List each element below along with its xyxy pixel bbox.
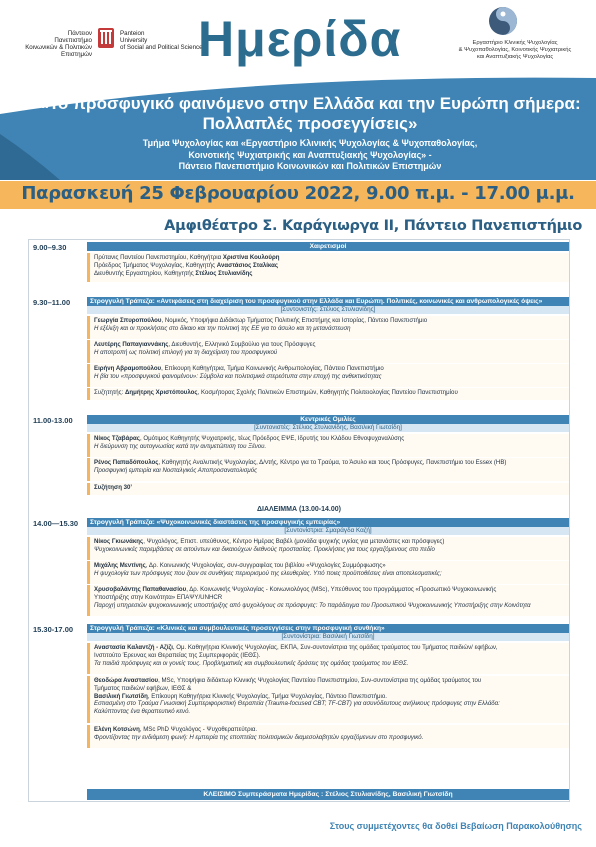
session-4-coordinator: [Συντονίστρια: Σμαράγδα Καζή] xyxy=(87,527,569,535)
speaker-name: Νίκος Τζαβάρας xyxy=(94,435,140,442)
discussant-label: Συζητητής: xyxy=(94,389,125,396)
event-venue: Αμφιθέατρο Σ. Καράγιωργα ΙΙ, Πάντειο Πανεπιστήμιο xyxy=(164,218,582,234)
organizers-line2: Κοινοτικής Ψυχιατρικής και Αναπτυξιακής Ψυχολογίας» - xyxy=(188,149,432,160)
session-2-coordinator: [Συντονιστής: Στέλιος Στυλιανίδης] xyxy=(87,306,569,314)
logo-greek-line3: Κοινωνικών & Πολιτικών Επιστημών xyxy=(25,44,92,58)
speaker-name: Βασιλική Γιωτσίδη xyxy=(94,692,148,700)
session-5-coordinator: [Συντονίστρια: Βασιλική Γιωτσίδη] xyxy=(87,633,569,641)
event-date: Παρασκευή 25 Φεβρουαρίου 2022, 9.00 π.μ. - 17.00 μ.μ. xyxy=(21,183,575,204)
lab-emblem-icon xyxy=(488,6,518,36)
logo-greek-line2: Πανεπιστήμιο xyxy=(54,37,92,44)
session-4-header: Στρογγυλή Τράπεζα: «Ψυχοκοινωνικές διαστάσεις της προσφυγικής εμπειρίας» xyxy=(87,518,569,527)
lab-name xyxy=(440,40,590,61)
speaker-role: , Νομικός, Υποψήφια Διδάκτωρ Τμήματος Πολιτικής Επιστήμης και Ιστορίας, Πάντειο Πανεπιστήμιο xyxy=(161,317,428,324)
event-title xyxy=(30,94,590,134)
panteion-logo xyxy=(10,24,206,64)
closing-session xyxy=(87,789,569,800)
speaker-name: Λευτέρης Παπαγιαννάκης xyxy=(94,341,169,348)
session-3-discussion xyxy=(87,483,569,495)
speaker-role: , Δρ. Κοινωνικής Ψυχολογίας - Κοινωνιολόγος (MSc), Υπεύθυνος του προγράμματος «Προσωπικό Ψυχοκοινωνικής xyxy=(186,586,497,593)
speaker-role: , Διευθυντής, Ελληνικό Συμβούλιο για τους Πρόσφυγες xyxy=(168,341,316,348)
session-5-talk-3 xyxy=(87,725,569,748)
session-5-header: Στρογγυλή Τράπεζα: «Κλινικές και συμβουλευτικές προσεγγίσεις στην προσφυγική συνθήκη» xyxy=(87,624,569,633)
session-3-header: Κεντρικές Ομιλίες xyxy=(87,415,569,424)
speaker-role: , Ομ. Καθηγήτρια Κλινικής Ψυχολογίας, ΕΚΠΑ, Συν-συντονίστρια της ομάδας τραύματος του Τμήματος παιδιών/ εφήβων, xyxy=(172,644,498,651)
talk-title: Καλύπτοντας ένα θεραπευτικό κενό. xyxy=(94,708,191,716)
session-2-header: Στρογγυλή Τράπεζα: «Αντιφάσεις στη διαχείριση του προσφυγικού στην Ελλάδα και Ευρώπη. Πολιτικές, κοινωνικές και ανθρωπολογικές όψεις» xyxy=(87,297,569,306)
talk-title: Η βία του «προσφυγικού φαινομένου»: Σύμβολα και πολιτισμικά στερεότυπα στην εποχή της ανθεκτικότητας xyxy=(94,372,382,380)
talk-title: Φροντίζοντας την ενδιάμεση φωνή: Η εμπειρία της εποπτείας πολιτισμικών διαμεσολαβητών εργαζόμενων στο προσφυγικό. xyxy=(94,733,424,741)
logo-english-line2: University xyxy=(120,37,148,44)
speaker-name: Ειρήνη Αβραμοπούλου xyxy=(94,365,162,372)
session-4-talk-3 xyxy=(87,585,569,616)
session-5-talk-1 xyxy=(87,643,569,674)
session-2-time: 9.30–11.00 xyxy=(33,298,71,307)
speaker-role: , Κοσμήτορας Σχολής Πολιτικών Επιστημών, Καθηγητής Πολιτειολογίας Παντείου Πανεπιστημίου xyxy=(197,389,458,396)
organizers-line3: Πάντειο Πανεπιστήμιο Κοινωνικών και Πολιτικών Επιστημών xyxy=(178,161,442,171)
session-2-talk-1 xyxy=(87,316,569,339)
page-title: Ημερίδα xyxy=(198,11,402,67)
speaker-role: , Δρ. Κοινωνικής Ψυχολογίας, συν-συγγραφέας του βιβλίου «Ψυχολογίες Συμμόρφωσης» xyxy=(145,562,386,569)
session-1-header: Χαιρετισμοί xyxy=(87,242,569,251)
speaker-name: Μιχάλης Μεντίνης xyxy=(94,562,146,569)
session-5-time: 15.30-17.00 xyxy=(33,625,74,634)
speaker-name: Χρυσοβαλάντης Παπαθανασίου xyxy=(94,586,187,593)
speaker-role: Ινστιτούτο Έρευνας και Θεραπείας της Συμπεριφοράς (ΙΕΘΣ). xyxy=(94,651,261,659)
talk-title: Τα παιδιά πρόσφυγες και οι γονείς τους. Προβληματικές και συμβουλευτικές δράσεις της ομάδας τραύματος του ΙΕΘΣ. xyxy=(94,659,409,667)
speaker-name: Νίκος Γκιωνάκης xyxy=(94,538,144,545)
speaker-role: , Καθηγητής Αναλυτικής Ψυχολογίας, Δ/ντής, Κέντρο για το Τραύμα, το Άσυλο και τους Πρόσφυγες, Πανεπιστήμιο του Essex (ΗΒ) xyxy=(158,459,507,466)
session-3-talk-2 xyxy=(87,458,569,481)
speaker-role: , Επίκουρη Καθηγήτρια, Τμήμα Κοινωνικής Ανθρωπολογίας, Πάντειο Πανεπιστήμιο xyxy=(161,365,384,372)
lunch-break: ΔΙΑΛΕΙΜΜΑ (13.00-14.00) xyxy=(256,506,341,513)
session-1-time: 9.00–9.30 xyxy=(33,243,67,252)
speaker-name: Θεοδώρα Αναστασίου xyxy=(94,677,159,684)
session-4-talk-2 xyxy=(87,561,569,584)
lab-name-line2: & Ψυχοπαθολογίας, Κοινοτικής Ψυχιατρικής xyxy=(458,47,572,53)
session-2-talk-2 xyxy=(87,340,569,363)
speaker-name: Γεωργία Σπυροπούλου xyxy=(94,317,162,324)
speaker-name: Χριστίνα Κουλούρη xyxy=(222,254,280,261)
speaker-name: Αναστάσιος Σταλίκας xyxy=(216,261,279,269)
session-2-discussant xyxy=(87,388,569,400)
session-2-talk-3 xyxy=(87,364,569,387)
speaker-role: , Ψυχολόγος, Επιστ. υπεύθυνος, Κέντρο Ημέρας Βαβέλ (μονάδα ψυχικής υγείας για μετανάστες και πρόσφυγες) xyxy=(143,538,445,545)
speaker-role: , MSc, Υποψήφια διδάκτωρ Κλινικής Ψυχολογίας Παντείου Πανεπιστημίου, Συν-συντονίστρια της ομάδας τραύματος του xyxy=(158,677,482,684)
speaker-role: Πρύτανις Παντείου Πανεπιστημίου, Καθηγήτρια xyxy=(94,254,223,261)
speaker-name: Ελένη Κοτσώνη xyxy=(94,726,140,733)
organizers xyxy=(30,138,590,173)
speaker-name: Αναστασία Καλαντζή - Αζίζι xyxy=(94,644,173,651)
speaker-name: Στέλιος Στυλιανίδης xyxy=(195,269,253,277)
logo-english-line1: Panteion xyxy=(120,30,145,37)
discussion-label: Συζήτηση 30’ xyxy=(94,484,133,491)
session-3-coordinator: [Συντονιστές: Στέλιος Στυλιανίδης, Βασιλική Γιωτσίδη] xyxy=(87,424,569,432)
speaker-role: Διευθυντής Εργαστηρίου, Καθηγητής xyxy=(94,269,196,277)
event-title-line2: Πολλαπλές προσεγγίσεις» xyxy=(202,114,418,133)
session-3-talk-1 xyxy=(87,434,569,457)
panteion-seal-icon xyxy=(96,26,116,50)
talk-title: Η εξέλιξη και οι προκλήσεις στο δίκαιο και την πολιτική της ΕΕ για το άσυλο και τη μετανάστευση xyxy=(94,324,351,332)
event-title-line1: «Το προσφυγικό φαινόμενο στην Ελλάδα και την Ευρώπη σήμερα: xyxy=(39,94,581,113)
talk-title: Παροχή υπηρεσιών ψυχοκοινωνικής υποστήριξης από ψυχολόγους σε πρόσφυγες: Το παράδειγμα του Προσωπικού Ψυχοκοινωνικής Υποστήριξης στην Κοινότητα xyxy=(94,601,531,609)
lab-logo xyxy=(440,6,590,76)
talk-title: Προσφυγική εμπειρία και Νοσταλγικός Αποπροσανατολισμός xyxy=(94,466,258,474)
talk-title: Εστιασμένη στο Τραύμα Γνωσιακή Συμπεριφοριστική Θεραπεία (Trauma-focused CBT; TF-CBT) για ασυνόδευτους ανήλικους πρόσφυγες στην Ελλάδα: xyxy=(94,700,500,708)
talk-title: Ψυχοκοινωνικές παρεμβάσεις σε αιτούντων και δικαιούχων διεθνούς προστασίας. Προκλήσεις για τους εργαζόμενους στο πεδίο xyxy=(94,545,435,553)
logo-english-line3: of Social and Political Sciences xyxy=(120,44,206,51)
lab-name-line1: Εργαστήριο Κλινικής Ψυχολογίας xyxy=(472,40,558,46)
speaker-role: , MSc PhD Ψυχολόγος - Ψυχοθεραπεύτρια. xyxy=(139,726,258,733)
organizers-line1: Τμήμα Ψυχολογίας και «Εργαστήριο Κλινικής Ψυχολογίας & Ψυχοπαθολογίας, xyxy=(142,138,478,148)
attendance-note: Στους συμμετέχοντες θα δοθεί Βεβαίωση Παρακολούθησης xyxy=(329,821,582,831)
speaker-role: , Ομότιμος Καθηγητής Ψυχιατρικής, τέως Πρόεδρος ΕΨΕ, Ιδρυτής του Κλάδου Εθνοψυχαναλύσης xyxy=(139,435,405,442)
session-4-time: 14.00—15.30 xyxy=(33,519,79,528)
talk-title: Η αποτροπή ως πολιτική επιλογή για τη διαχείριση του προσφυγικού xyxy=(94,348,278,356)
page-header xyxy=(0,0,596,78)
speaker-name: Ρένος Παπαδόπουλος xyxy=(94,459,159,466)
closing-label: ΚΛΕΙΣΙΜΟ Συμπεράσματα Ημερίδας : xyxy=(203,791,326,798)
session-4-talk-1 xyxy=(87,537,569,560)
closing-speakers: Στέλιος Στυλιανίδης, Βασιλική Γιωτσίδη xyxy=(325,791,453,798)
speaker-role: , Επίκουρη Καθηγήτρια Κλινικής Ψυχολογίας, Τμήμα Ψυχολογίας, Πάντειο Πανεπιστήμιο. xyxy=(147,692,387,700)
talk-title: Η ψυχολογία των πρόσφυγες που ζουν σε συνθήκες περιορισμού της ελευθερίας. Υπό ποιες προϋποθέσεις είναι αποτελεσματικές; xyxy=(94,569,442,577)
speaker-role: Υποστήριξης στην Κοινότητα» ΕΠΑΨΥ/UNHCR xyxy=(94,593,223,601)
speaker-role: Τμήματος παιδιών/ εφήβων, ΙΕΘΣ & xyxy=(94,684,192,692)
talk-title: Η διεύρυνση της αυτογνωσίας κατά την αντιμετώπιση του Ξένου. xyxy=(94,442,267,450)
session-5-talk-2 xyxy=(87,676,569,723)
lab-name-line3: και Αναπτυξιακής Ψυχολογίας xyxy=(476,54,554,60)
speaker-name: Δημήτρης Χριστόπουλος xyxy=(124,389,198,396)
schedule-table xyxy=(28,239,570,802)
session-3-time: 11.00-13.00 xyxy=(33,416,73,425)
logo-greek-line1: Πάντειον xyxy=(67,30,92,37)
speaker-role: Πρόεδρος Τμήματος Ψυχολογίας, Καθηγητής xyxy=(94,261,217,269)
session-1-speakers xyxy=(87,253,569,282)
